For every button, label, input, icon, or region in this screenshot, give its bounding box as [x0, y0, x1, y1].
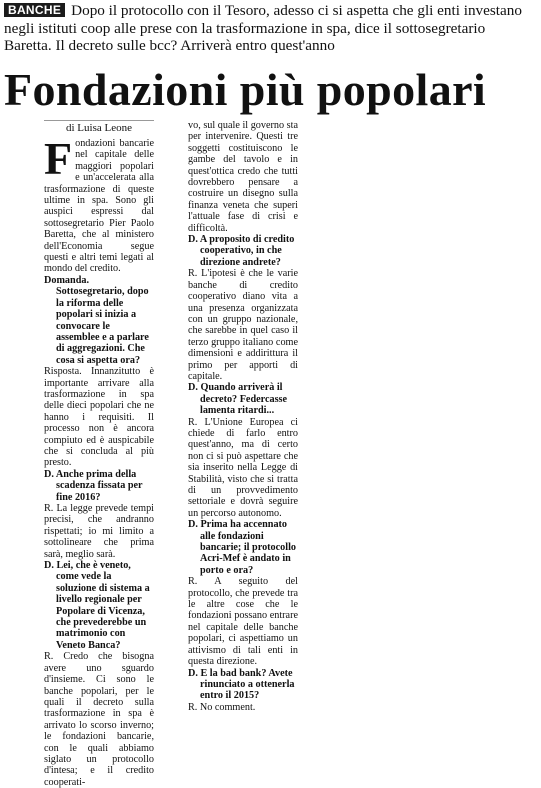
question: D. Prima ha accennato alle fondazioni bancarie; il protocollo Acri-Mef è andato in porto e ora?	[188, 519, 297, 576]
answer: R. Credo che bisogna avere uno sguardo d'insieme. Ci sono le banche popolari, per le quali il decreto sulla trasformazione in spa è arrivato lo scorso inverno; le fondazioni bancarie, con le quali abbiamo siglato un protocollo d'intesa; e il credito cooperati-	[44, 651, 154, 788]
answer: R. La legge prevede tempi precisi, che andranno rispettati; io mi limito a sottolineare che prima sarà, meglio sarà.	[44, 503, 154, 560]
answer: Risposta. Innanzitutto è importante arrivare alla trasformazione in spa delle dieci popolari che ne hanno i requisiti. Il processo non è ancora compiuto ed è auspicabile che si concluda al più presto.	[44, 366, 154, 469]
kicker-text: Dopo il protocollo con il Tesoro, adesso ci si aspetta che gli enti investano negli istituti coop alle prese con la trasformazione in spa, dice il sottosegretario Baretta. Il decreto sulle bcc? Arriverà entro quest'anno	[4, 2, 522, 54]
answer: R. L'ipotesi è che le varie banche di credito cooperativo diano vita a una presenza organizzata con un gruppo nazionale, che sarebbe in quel caso il terzo gruppo italiano come dimensioni e addirittura il primo per apporti di capitale.	[188, 268, 298, 382]
byline: di Luisa Leone	[44, 120, 154, 135]
article-column-1	[44, 120, 154, 788]
section-badge: BANCHE	[4, 3, 65, 17]
article-intro	[44, 133, 154, 275]
drop-cap: F	[44, 133, 73, 184]
answer: R. L'Unione Europea ci chiede di farlo entro quest'anno, ma di certo non ci si può aspettare che sia inserito nella Legge di Stabilità, visto che si tratta di un provvedimento settoriale e dovrà seguire un percorso autonomo.	[188, 416, 298, 519]
intro-text: ondazioni bancarie nel capitale delle maggiori popolari e un'accelerata alla trasformazione di queste ultime in spa. Sono gli auspici espressi dal sottosegretario Pier Paolo Baretta, che al ministero dell'Economia segue questi e altri temi legati al mondo del credito.	[44, 138, 154, 275]
headline: Fondazioni più popolari	[4, 64, 487, 115]
question: D. Quando arriverà il decreto? Federcasse lamenta ritardi...	[188, 382, 288, 417]
answer: R. No comment.	[188, 701, 256, 713]
question: D. Lei, che è veneto, come vede la soluzione di sistema a livello regionale per Popolare di Vicenza, che prevederebbe un matrimonio con Veneto Banca?	[44, 560, 150, 651]
answer: R. A seguito del protocollo, che prevede tra le altre cose che le fondazioni possano entrare nel capitale delle banche popolari, ci aspettiamo un attivismo di tali enti in questa direzione.	[188, 576, 298, 668]
question: D. E la bad bank? Avete rinunciato a ottenerla entro il 2015?	[188, 667, 295, 702]
question: Domanda. Sottosegretario, dopo la riforma delle popolari si inizia a convocare le assemblee e a parlare di aggregazioni. Che cosa si aspetta ora?	[44, 274, 149, 366]
article-column-2	[188, 120, 298, 713]
question: D. A proposito di credito cooperativo, in che direzione andrete?	[188, 234, 295, 268]
kicker	[4, 2, 536, 55]
question: D. Anche prima della scadenza fissata per fine 2016?	[44, 468, 143, 503]
answer-continued: vo, sul quale il governo sta per intervenire. Questi tre soggetti costituiscono le gambe del tavolo e in quest'ottica credo che tutti dovrebbero pensare a costruire un disegno sulla finanza veneta che superi l'attuale fase di crisi e difficoltà.	[188, 120, 298, 234]
